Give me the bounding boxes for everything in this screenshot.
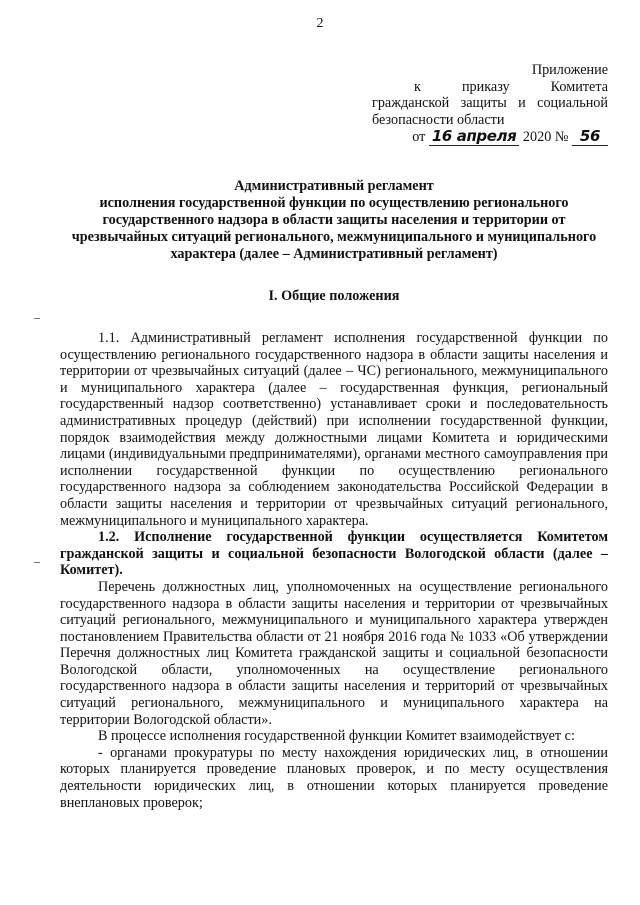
document-title: [60, 178, 608, 263]
handwritten-number: 56: [572, 127, 608, 146]
appendix-date-line: [372, 128, 608, 146]
paragraph-1-1: 1.1. Административный регламент исполнения государственной функции по осуществлению регионального государственного надзора в области защиты населения и территории от чрезвычайных ситуаций (далее – ЧС) регионального, межмуниципального и муниципального характера (далее – государственная функция, региональный государственный надзор соответственно) устанавливает сроки и последовательность административных процедур (действий) при исполнении государственной функции, порядок взаимодействия между должностными лицами Комитета и юридическими лицами (индивидуальными предпринимателями), органами местного самоуправления при исполнении государственной функции по осуществлению регионального государственного надзора за соблюдением законодательства Российской Федерации в области защиты населения и территории от чрезвычайных ситуаций регионального, межмуниципального и муниципального характера.: [60, 330, 608, 529]
title-line-1: Административный регламент: [234, 178, 434, 194]
section-heading: I. Общие положения: [268, 288, 400, 304]
paragraph-prosecutors: - органами прокуратуры по месту нахождения юридических лиц, в отношении которых планируется проведение плановых проверок, и по месту осуществления деятельности юридических лиц, в отношении которых планируется проведение внеплановых проверок;: [60, 744, 608, 811]
paragraph-1-2: 1.2. Исполнение государственной функции осуществляется Комитетом гражданской защиты и социальной безопасности Вологодской области (далее – Комитет).: [60, 529, 608, 579]
title-line-2: исполнения государственной функции по осуществлению регионального государственного надзора в области защиты населения и территории от чрезвычайных ситуаций регионального, межмуниципального и муниципального характера (далее – Административный регламент): [71, 195, 597, 262]
appendix-line-4: безопасности области: [372, 111, 505, 128]
margin-mark: [34, 318, 40, 319]
margin-mark: [34, 562, 40, 563]
paragraph-officials: Перечень должностных лиц, уполномоченных на осуществление регионального государственного надзора в области защиты населения и территории от чрезвычайных ситуаций регионального, межмуниципального и муниципального характера утвержден постановлением Правительства области от 21 ноября 2016 года № 1033 «Об утверждении Перечня должностных лиц Комитета гражданской защиты и социальной безопасности Вологодской области, уполномоченных на осуществление регионального государственного надзора в области защиты населения и территорий от чрезвычайных ситуаций регионального, межмуниципального и муниципального характера на территории Вологодской области».: [60, 578, 608, 728]
appendix-line-1: Приложение: [531, 62, 608, 78]
handwritten-date: 16 апреля: [429, 127, 520, 146]
date-year: 2020 №: [522, 129, 569, 146]
date-prefix: от: [412, 129, 426, 146]
paragraph-interaction: В процессе исполнения государственной функции Комитет взаимодействует с:: [98, 728, 575, 745]
appendix-line-2: к приказу Комитета: [414, 78, 608, 95]
appendix-line-3: гражданской защиты и социальной: [372, 95, 608, 112]
document-body: [60, 330, 608, 811]
appendix-block: [372, 62, 608, 146]
page-number: 2: [316, 16, 324, 31]
